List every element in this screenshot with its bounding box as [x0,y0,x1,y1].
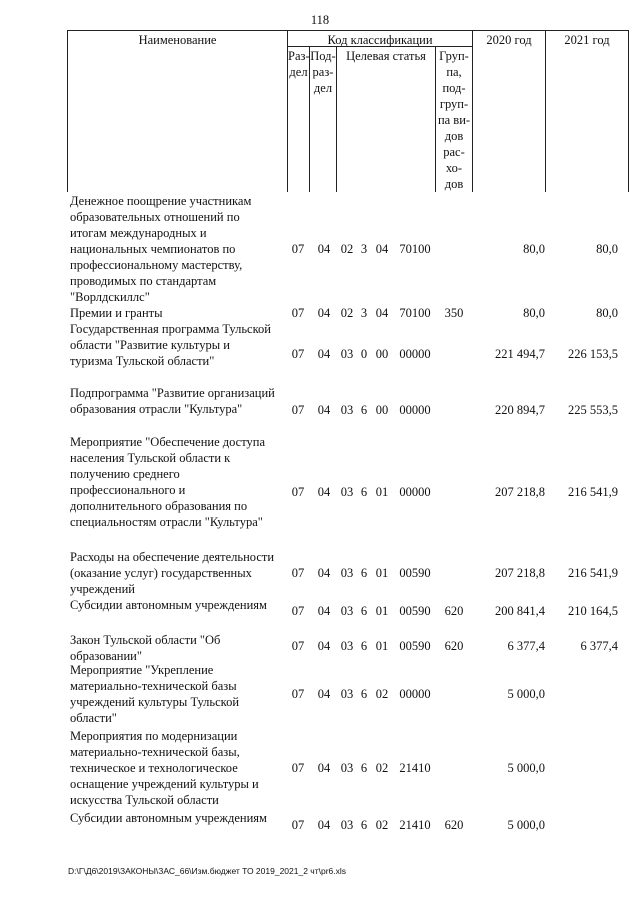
row-value-2021: 216 541,9 [568,485,618,499]
row-podrazdel: 04 [317,818,331,832]
row-value-2020: 5 000,0 [507,818,545,832]
row-name-line: (оказание услуг) государственных [70,566,252,580]
row-name-line: Мероприятие "Обеспечение доступа [70,435,266,449]
row-name [70,305,288,321]
row-value-2020: 80,0 [523,306,545,320]
row-name-line: проводимых по стандартам [70,274,217,288]
row-podrazdel: 04 [317,242,331,256]
row-name-line: материально-технической базы [70,679,237,693]
row-target-event: 04 [375,306,389,320]
row-name-line: образования отрасли "Культура" [70,402,243,416]
row-expense-type: 620 [444,818,464,832]
row-name-line: техническое и технологическое [70,761,238,775]
row-expense-type: 350 [444,306,464,320]
header-podrazdel-line: раз- [312,65,334,79]
row-target-subprogram: 6 [360,604,368,618]
row-target-event: 00 [375,347,389,361]
row-target-program: 03 [340,761,354,775]
row-value-2021: 80,0 [596,242,618,256]
row-name [70,632,288,664]
row-value-2021: 216 541,9 [568,566,618,580]
row-name-line: туризма Тульской области" [70,354,215,368]
row-target-program: 03 [340,403,354,417]
row-podrazdel: 04 [317,347,331,361]
row-target-subprogram: 0 [360,347,368,361]
row-target-program: 03 [340,604,354,618]
row-value-2020: 207 218,8 [495,485,545,499]
row-podrazdel: 04 [317,306,331,320]
row-podrazdel: 04 [317,761,331,775]
header-vid-line: па, [446,65,462,79]
row-target-direction: 21410 [399,818,431,832]
row-target-program: 03 [340,347,354,361]
row-podrazdel: 04 [317,687,331,701]
row-name-line: Субсидии автономным учреждениям [70,598,267,612]
row-name-line: дополнительного образования по [70,499,248,513]
row-name-line: Денежное поощрение участникам [70,194,252,208]
header-code-group: Код классификации [327,33,433,47]
row-name-line: Государственная программа Тульской [70,322,271,336]
header-vid-line: Груп- [439,49,469,63]
row-target-program: 02 [340,242,354,256]
row-name-line: населения Тульской области к [70,451,231,465]
row-target-direction: 00000 [399,687,431,701]
row-target-direction: 21410 [399,761,431,775]
row-name [70,434,288,530]
row-name-line: образовании" [70,649,142,663]
row-podrazdel: 04 [317,566,331,580]
row-target-direction: 00590 [399,604,431,618]
row-name-line: профессионального и [70,483,186,497]
row-target-direction: 00590 [399,566,431,580]
row-name-line: Субсидии автономным учреждениям [70,811,267,825]
row-target-program: 02 [340,306,354,320]
header-year-2021: 2021 год [564,33,610,47]
row-value-2021: 210 164,5 [568,604,618,618]
row-name [70,321,288,369]
row-value-2020: 200 841,4 [495,604,545,618]
row-name [70,385,288,417]
header-vid [436,48,472,192]
row-target-event: 02 [375,687,389,701]
row-razdel: 07 [291,818,305,832]
divider [472,30,473,192]
row-podrazdel: 04 [317,485,331,499]
row-target-program: 03 [340,639,354,653]
row-target-direction: 70100 [399,306,431,320]
row-razdel: 07 [291,347,305,361]
row-value-2020: 5 000,0 [507,687,545,701]
row-target-subprogram: 6 [360,818,368,832]
row-name [70,662,288,726]
row-target-event: 02 [375,818,389,832]
row-name-line: материально-технической базы, [70,745,240,759]
file-path-footer: D:\Г\Д6\2019\ЗАКОНЫ\ЗАС_66\Изм.бюджет ТО 2019_2021_2 чт\pr6.xls [68,866,347,876]
row-name-line: Подпрограмма "Развитие организаций [70,386,275,400]
row-value-2021: 80,0 [596,306,618,320]
row-name [70,597,288,613]
divider [336,46,337,192]
row-name-line: специальностям отрасли "Культура" [70,515,263,529]
row-name-line: Премии и гранты [70,306,163,320]
row-name-line: образовательных отношений по [70,210,240,224]
row-value-2021: 226 153,5 [568,347,618,361]
row-value-2020: 5 000,0 [507,761,545,775]
row-target-program: 03 [340,687,354,701]
row-podrazdel: 04 [317,604,331,618]
row-name-line: профессиональному мастерству, [70,258,243,272]
row-razdel: 07 [291,639,305,653]
row-name [70,810,288,826]
header-podrazdel-line: дел [313,81,333,95]
header-vid-line: дов [444,129,464,143]
row-target-subprogram: 6 [360,761,368,775]
row-name-line: области" [70,711,117,725]
row-value-2020: 221 494,7 [495,347,545,361]
row-target-subprogram: 3 [360,306,368,320]
row-razdel: 07 [291,566,305,580]
row-target-subprogram: 6 [360,566,368,580]
row-name [70,728,288,808]
row-name-line: области "Развитие культуры и [70,338,230,352]
row-podrazdel: 04 [317,639,331,653]
row-name-line: "Ворлдскиллс" [70,290,150,304]
row-name-line: оснащение учреждений культуры и [70,777,259,791]
row-value-2021: 6 377,4 [580,639,618,653]
header-year-2020: 2020 год [486,33,532,47]
row-target-event: 01 [375,566,389,580]
row-name [70,549,288,597]
row-razdel: 07 [291,403,305,417]
header-podrazdel-line: Под- [310,49,336,63]
row-name-line: итогам международных и [70,226,207,240]
row-name [70,193,288,305]
header-razdel [288,48,309,80]
row-expense-type: 620 [444,604,464,618]
row-target-event: 01 [375,485,389,499]
row-target-subprogram: 6 [360,639,368,653]
row-podrazdel: 04 [317,403,331,417]
row-razdel: 07 [291,761,305,775]
row-value-2020: 220 894,7 [495,403,545,417]
row-name-line: получению среднего [70,467,180,481]
row-target-direction: 70100 [399,242,431,256]
row-target-event: 04 [375,242,389,256]
row-name-line: Мероприятия по модернизации [70,729,238,743]
header-vid-line: па ви- [437,113,471,127]
header-podrazdel [310,48,336,96]
row-target-direction: 00590 [399,639,431,653]
row-target-program: 03 [340,566,354,580]
page-number: 118 [310,13,330,27]
header-vid-line: рас- [443,145,465,159]
row-target-event: 00 [375,403,389,417]
header-name: Наименование [138,33,217,47]
row-name-line: искусства Тульской области [70,793,219,807]
row-expense-type: 620 [444,639,464,653]
row-target-program: 03 [340,485,354,499]
row-target-direction: 00000 [399,403,431,417]
header-vid-line: под- [442,81,466,95]
row-value-2020: 80,0 [523,242,545,256]
row-target-subprogram: 6 [360,687,368,701]
row-name-line: учреждений культуры Тульской [70,695,240,709]
header-razdel-line: Раз- [288,49,310,63]
row-razdel: 07 [291,242,305,256]
row-value-2020: 207 218,8 [495,566,545,580]
row-razdel: 07 [291,485,305,499]
header-target-article: Целевая статья [346,49,426,63]
row-target-subprogram: 6 [360,403,368,417]
row-value-2021: 225 553,5 [568,403,618,417]
header-vid-line: груп- [439,97,469,111]
row-razdel: 07 [291,687,305,701]
row-name-line: учреждений [70,582,135,596]
row-target-subprogram: 3 [360,242,368,256]
row-name-line: Закон Тульской области "Об [70,633,221,647]
row-name-line: Расходы на обеспечение деятельности [70,550,275,564]
row-target-event: 02 [375,761,389,775]
row-target-event: 01 [375,604,389,618]
row-target-direction: 00000 [399,347,431,361]
header-vid-line: хо- [445,161,463,175]
row-name-line: Мероприятие "Укрепление [70,663,214,677]
row-target-direction: 00000 [399,485,431,499]
row-razdel: 07 [291,604,305,618]
header-razdel-line: дел [289,65,308,79]
row-target-program: 03 [340,818,354,832]
header-vid-line: дов [444,177,464,191]
divider [545,30,546,192]
row-target-subprogram: 6 [360,485,368,499]
row-value-2020: 6 377,4 [507,639,545,653]
row-razdel: 07 [291,306,305,320]
row-name-line: национальных чемпионатов по [70,242,236,256]
row-target-event: 01 [375,639,389,653]
